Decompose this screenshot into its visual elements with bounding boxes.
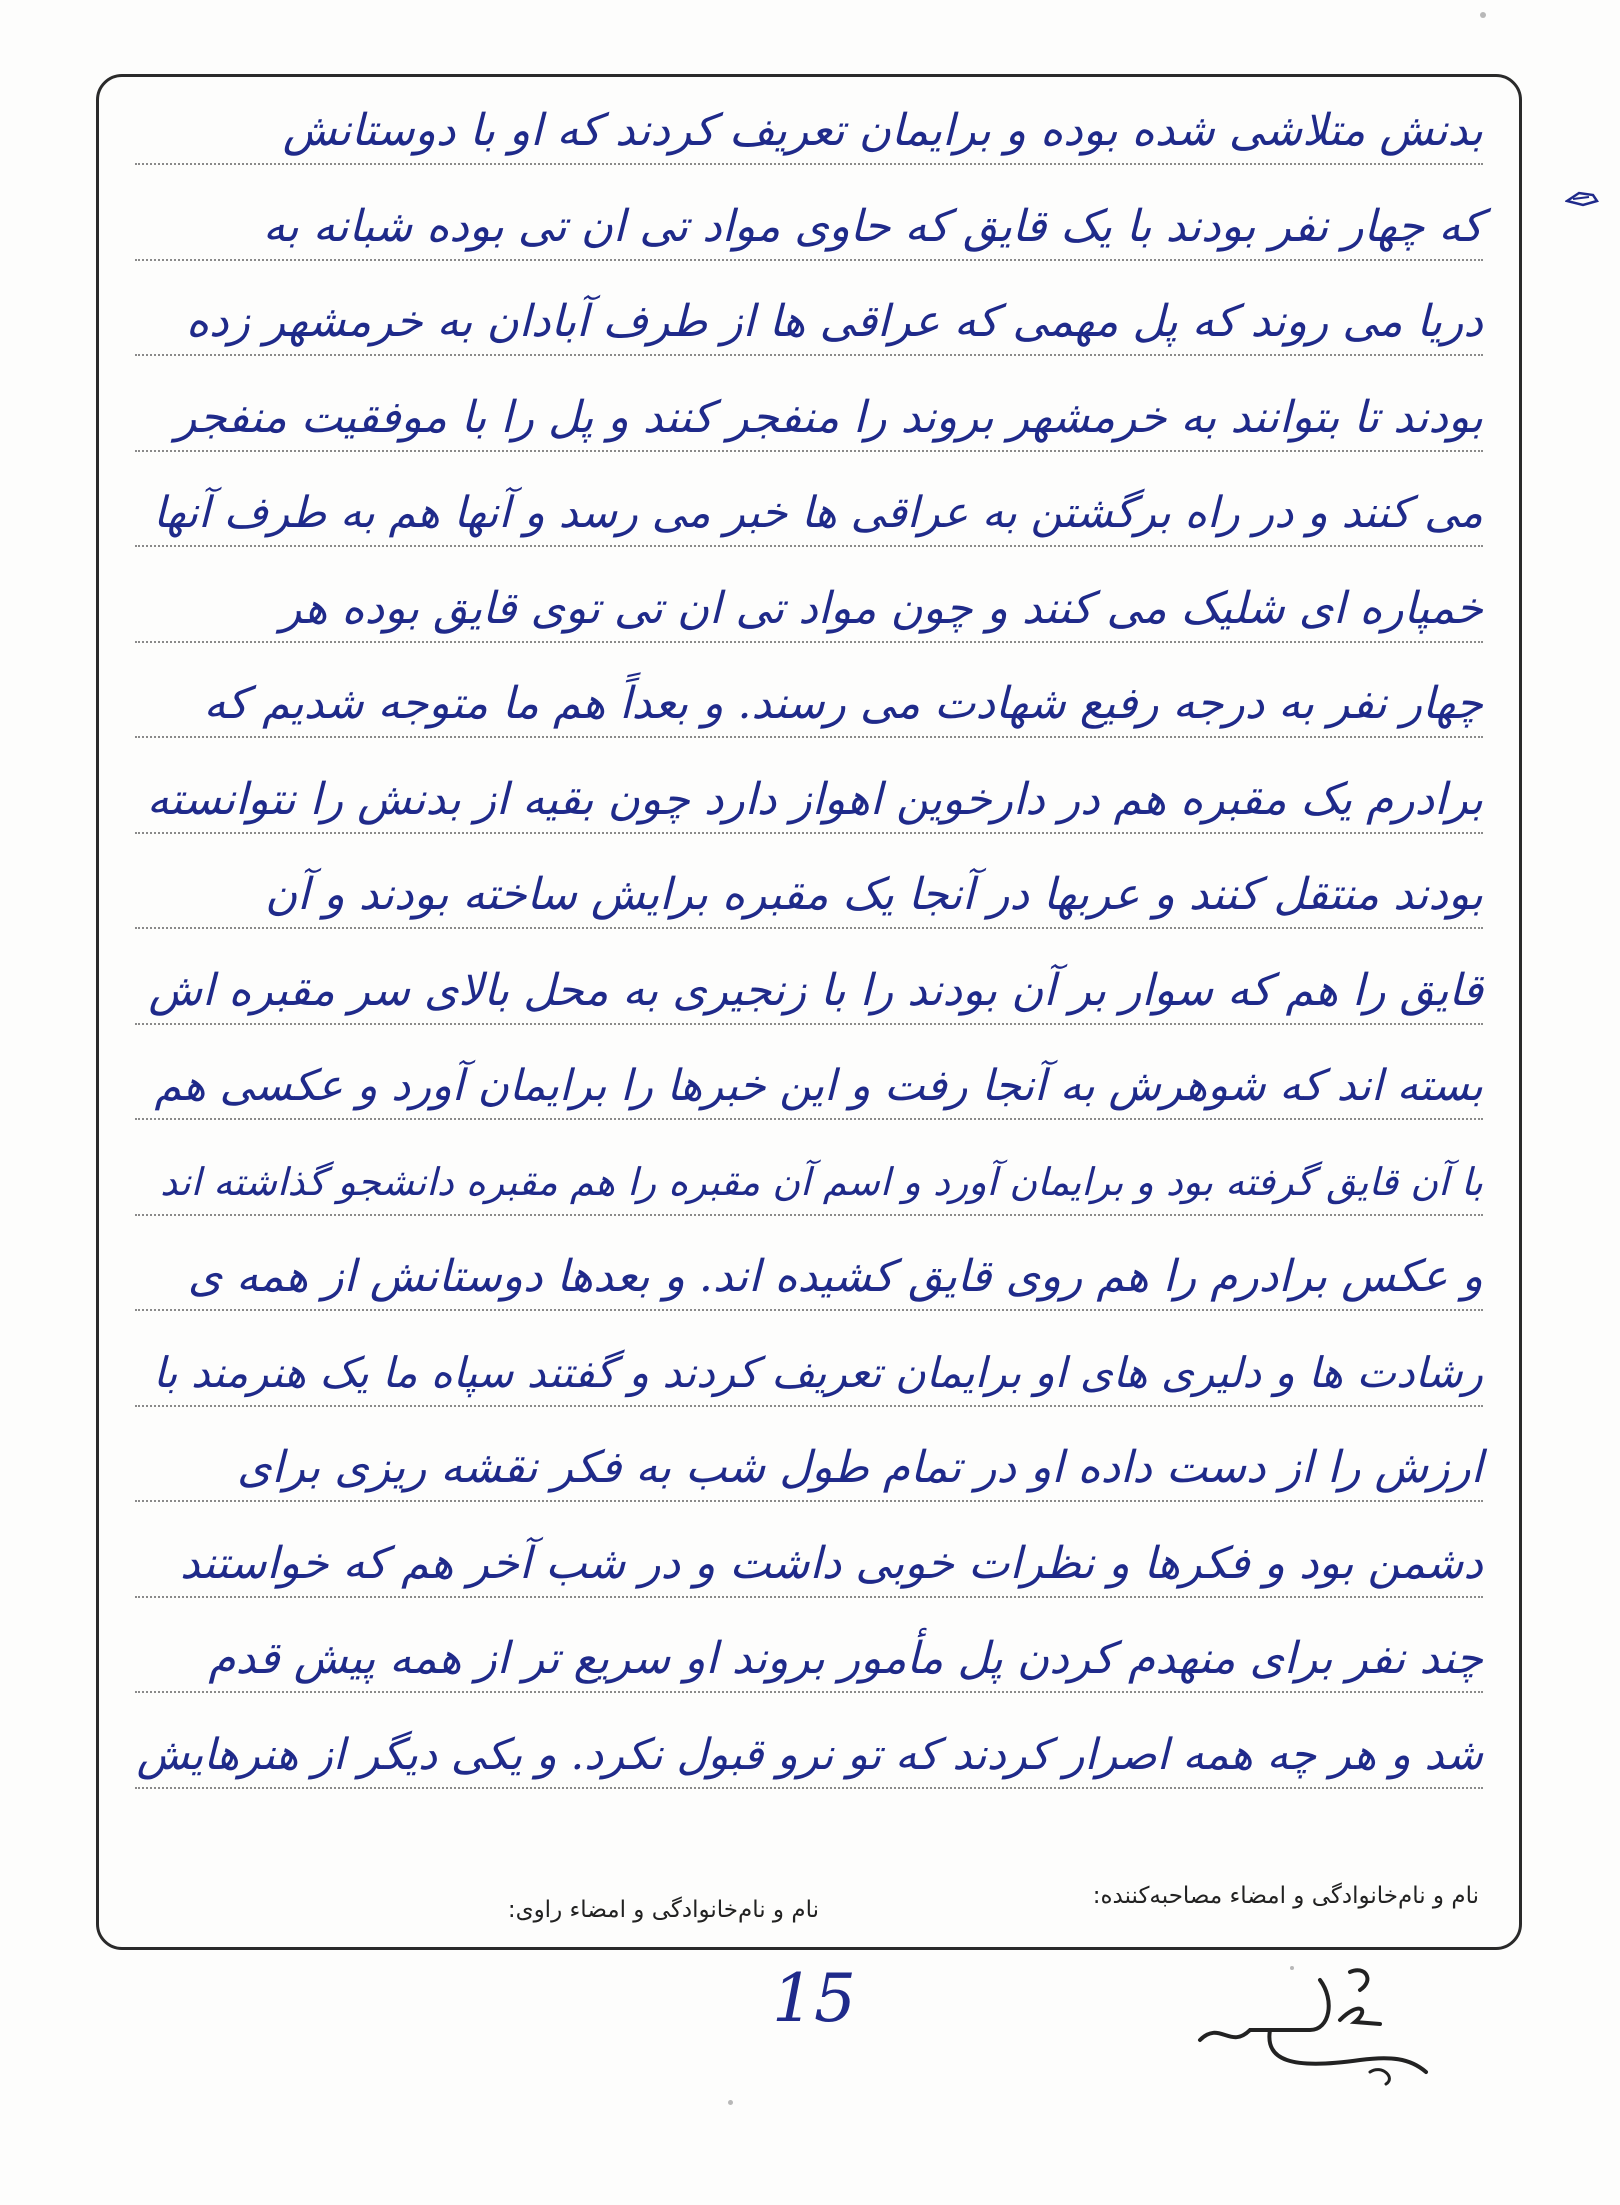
handwritten-line: که چهار نفر بودند با یک قایق که حاوی مواد تی ان تی بوده شبانه به [263, 200, 1483, 252]
narrator-signature-label: نام و نام‌خانوادگی و امضاء راوی: [507, 1897, 819, 1923]
handwritten-line: شد و هر چه همه اصرار کردند که تو نرو قبول نکرد. و یکی دیگر از هنرهایش [136, 1729, 1483, 1780]
handwritten-lines [99, 77, 1519, 1947]
handwritten-line: دشمن بود و فکرها و نظرات خوبی داشت و در شب آخر هم که خواستند [179, 1537, 1483, 1589]
handwritten-line: قایق را هم که سوار بر آن بودند را با زنجیری به محل بالای سر مقبره اش [148, 964, 1483, 1016]
handwritten-line: ارزش را از دست داده او در تمام طول شب به فکر نقشه ریزی برای [237, 1442, 1483, 1493]
handwritten-line: چند نفر برای منهدم کردن پل مأمور بروند او سریع تر از همه پیش قدم [208, 1633, 1483, 1684]
handwritten-line: برادرم یک مقبره هم در دارخوین اهواز دارد چون بقیه از بدنش را نتوانسته [146, 773, 1483, 825]
handwritten-line: بسته اند که شوهرش به آنجا رفت و این خبرها را برایمان آورد و عکسی هم [154, 1061, 1483, 1111]
handwritten-line: و عکس برادرم را هم روی قایق کشیده اند. و بعدها دوستانش از همه ی [187, 1251, 1483, 1302]
scan-speck [728, 2100, 733, 2105]
scan-speck [1290, 1966, 1294, 1970]
handwritten-line: با آن قایق گرفته بود و برایمان آورد و اسم آن مقبره را هم مقبره دانشجو گذاشته اند [160, 1159, 1483, 1204]
page-frame [96, 74, 1522, 1950]
page-number: 15 [772, 1960, 856, 2037]
scan-speck [1480, 12, 1486, 18]
handwritten-line: دریا می روند که پل مهمی که عراقی ها از طرف آبادان به خرمشهر زده [185, 296, 1483, 347]
handwritten-line: چهار نفر به درجه رفیع شهادت می رسند. و بعداً هم ما متوجه شدیم که [203, 678, 1483, 729]
pen-mark-icon [1565, 187, 1599, 209]
handwritten-signature [1160, 1960, 1440, 2090]
interviewer-signature-label: نام و نام‌خانوادگی و امضاء مصاحبه‌کننده: [1092, 1883, 1479, 1909]
handwritten-line: خمپاره ای شلیک می کنند و چون مواد تی ان تی توی قایق بوده هر [280, 582, 1483, 634]
handwritten-line: بدنش متلاشی شده بوده و برایمان تعریف کردند که او با دوستانش [282, 105, 1483, 156]
handwritten-line: رشادت ها و دلیری های او برایمان تعریف کردند و گفتند سپاه ما یک هنرمند با [153, 1347, 1483, 1397]
handwritten-line: می کنند و در راه برگشتن به عراقی ها خبر می رسد و آنها هم به طرف آنها [153, 488, 1483, 538]
handwritten-line: بودند منتقل کنند و عربها در آنجا یک مقبره برایش ساخته بودند و آن [264, 869, 1483, 920]
handwritten-line: بودند تا بتوانند به خرمشهر بروند را منفجر کنند و پل را با موفقیت منفجر [175, 391, 1483, 443]
